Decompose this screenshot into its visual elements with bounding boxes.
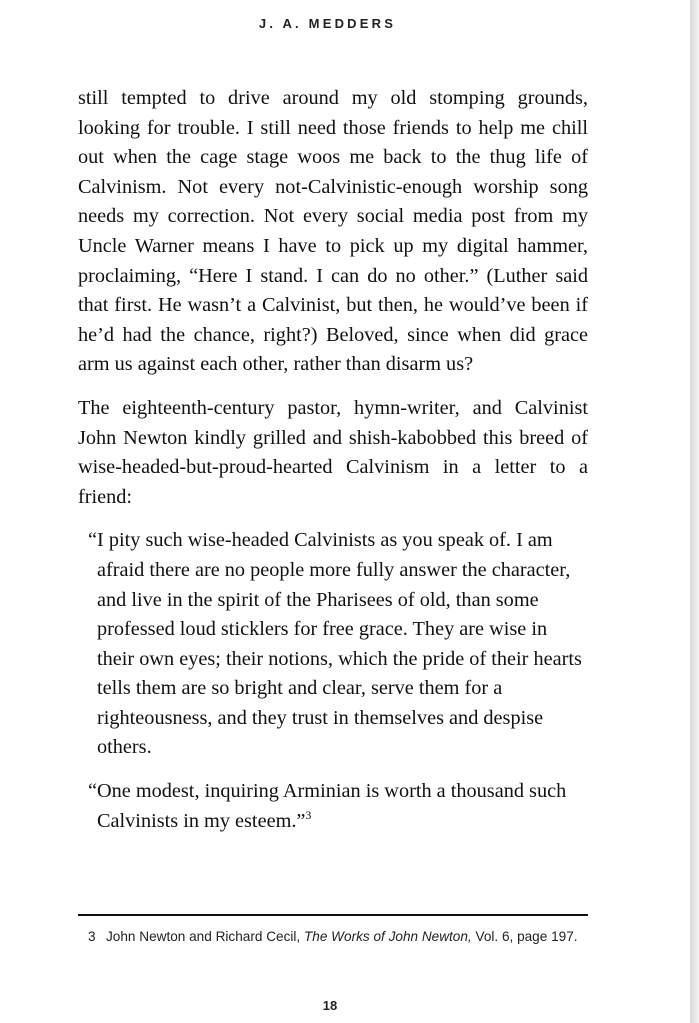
- running-head: J. A. MEDDERS: [258, 16, 397, 31]
- body-text: [78, 84, 588, 850]
- page-edge: [690, 0, 699, 1023]
- block-quote-text: “One modest, inquiring Arminian is worth a thousand such Calvinists in my esteem.”: [88, 780, 567, 832]
- footnote-reference[interactable]: 3: [305, 807, 312, 822]
- paragraph: The eighteenth-century pastor, hymn-writer, and Calvinist John Newton kindly grilled and shish-kabobbed this breed of wise-headed-but-proud-hearted Calvinism in a letter to a friend:: [78, 396, 588, 508]
- footnote-book-title: The Works of John Newton,: [303, 929, 472, 944]
- footnote-text: John Newton and Richard Cecil,: [106, 929, 301, 944]
- block-quote-text: “I pity such wise-headed Calvinists as you speak of. I am afraid there are no people more fully answer the character, and live in the spirit of the Pharisees of old, than some professed loud sticklers for free grace. They are wise in their own eyes; their notions, which the pride of their hearts tells them are so bright and clear, serve them for a righteousness, and they trust in themselves and despise others.: [88, 529, 582, 759]
- block-quote: [78, 526, 588, 763]
- footnote-number: 3: [88, 929, 96, 944]
- page-number: 18: [322, 998, 338, 1013]
- footnote-divider: [78, 914, 588, 916]
- footnote: [88, 926, 596, 947]
- footnote-citation: Vol. 6, page 197.: [475, 929, 578, 944]
- paragraph: still tempted to drive around my old stomping grounds, looking for trouble. I still need those friends to help me chill out when the cage stage woos me back to the thug life of Calvinism. Not every not-Calvinistic-enough worship song needs my correction. Not every social media post from my Uncle Warner means I have to pick up my digital hammer, proclaiming, “Here I stand. I can do no other.” (Luther said that first. He wasn’t a Calvinist, but then, he would’ve been if he’d had the chance, right?) Beloved, since when did grace arm us against each other, rather than disarm us?: [78, 87, 588, 376]
- block-quote: [78, 777, 588, 836]
